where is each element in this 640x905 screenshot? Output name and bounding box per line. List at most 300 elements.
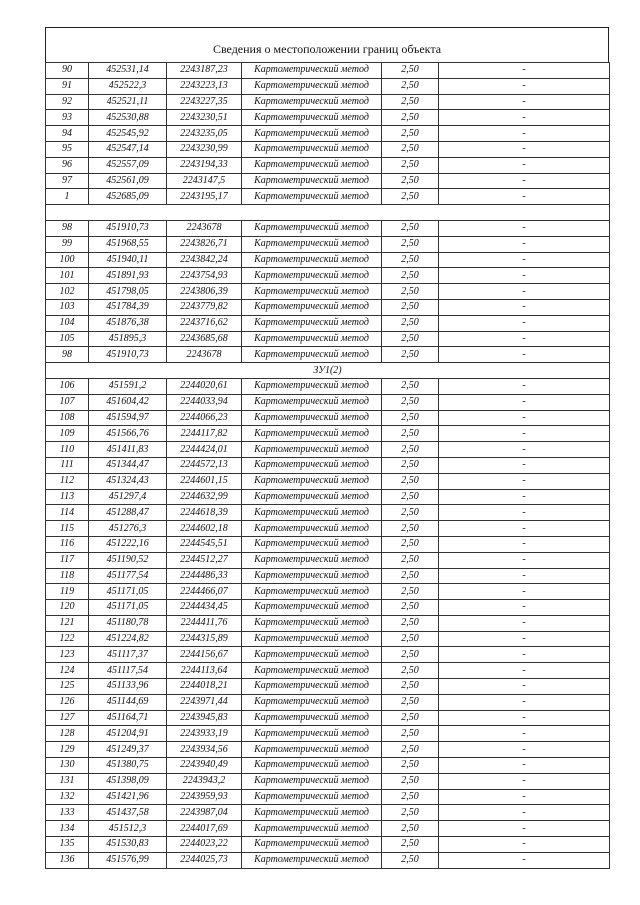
table-row [46,110,610,126]
method-cell: Картометрический метод [242,457,382,473]
y-coordinate-cell: 2243826,71 [167,236,242,252]
y-coordinate-cell: 2244023,22 [167,837,242,853]
description-cell: - [439,631,610,647]
y-coordinate-cell: 2244512,27 [167,552,242,568]
method-cell: Картометрический метод [242,852,382,868]
x-coordinate-cell: 451133,96 [89,679,167,695]
y-coordinate-cell: 2244434,45 [167,600,242,616]
y-coordinate-cell: 2244113,64 [167,663,242,679]
accuracy-cell: 2,50 [382,679,439,695]
accuracy-cell: 2,50 [382,299,439,315]
x-coordinate-cell: 451421,96 [89,789,167,805]
accuracy-cell: 2,50 [382,110,439,126]
description-cell: - [439,852,610,868]
method-cell: Картометрический метод [242,78,382,94]
method-cell: Картометрический метод [242,789,382,805]
table-row [46,647,610,663]
accuracy-cell: 2,50 [382,394,439,410]
table-row [46,78,610,94]
accuracy-cell: 2,50 [382,600,439,616]
method-cell: Картометрический метод [242,284,382,300]
accuracy-cell: 2,50 [382,521,439,537]
description-cell: - [439,78,610,94]
method-cell: Картометрический метод [242,331,382,347]
x-coordinate-cell: 451604,42 [89,394,167,410]
table-row [46,852,610,868]
method-cell: Картометрический метод [242,679,382,695]
table-row [46,521,610,537]
table-row [46,805,610,821]
accuracy-cell: 2,50 [382,758,439,774]
x-coordinate-cell: 451910,73 [89,220,167,236]
accuracy-cell: 2,50 [382,631,439,647]
y-coordinate-cell: 2243195,17 [167,189,242,205]
point-number-cell: 95 [46,141,89,157]
x-coordinate-cell: 452545,92 [89,126,167,142]
point-number-cell: 109 [46,426,89,442]
y-coordinate-cell: 2243147,5 [167,173,242,189]
point-number-cell: 101 [46,268,89,284]
point-number-cell: 130 [46,758,89,774]
accuracy-cell: 2,50 [382,94,439,110]
accuracy-cell: 2,50 [382,536,439,552]
accuracy-cell: 2,50 [382,268,439,284]
method-cell: Картометрический метод [242,505,382,521]
y-coordinate-cell: 2243971,44 [167,694,242,710]
description-cell: - [439,157,610,173]
method-cell: Картометрический метод [242,726,382,742]
accuracy-cell: 2,50 [382,63,439,79]
table-row [46,94,610,110]
table-row [46,694,610,710]
y-coordinate-cell: 2243685,68 [167,331,242,347]
point-number-cell: 125 [46,679,89,695]
y-coordinate-cell: 2244424,01 [167,442,242,458]
method-cell: Картометрический метод [242,521,382,537]
description-cell: - [439,189,610,205]
group-header-row [46,205,610,221]
accuracy-cell: 2,50 [382,252,439,268]
table-row [46,410,610,426]
method-cell: Картометрический метод [242,410,382,426]
accuracy-cell: 2,50 [382,378,439,394]
description-cell: - [439,268,610,284]
y-coordinate-cell: 2243230,51 [167,110,242,126]
description-cell: - [439,726,610,742]
method-cell: Картометрический метод [242,315,382,331]
x-coordinate-cell: 451910,73 [89,347,167,363]
table-row [46,600,610,616]
point-number-cell: 112 [46,473,89,489]
description-cell: - [439,220,610,236]
accuracy-cell: 2,50 [382,821,439,837]
point-number-cell: 96 [46,157,89,173]
method-cell: Картометрический метод [242,110,382,126]
method-cell: Картометрический метод [242,837,382,853]
x-coordinate-cell: 451222,16 [89,536,167,552]
table-row [46,789,610,805]
x-coordinate-cell: 451594,97 [89,410,167,426]
description-cell: - [439,473,610,489]
point-number-cell: 106 [46,378,89,394]
method-cell: Картометрический метод [242,536,382,552]
y-coordinate-cell: 2244545,51 [167,536,242,552]
method-cell: Картометрический метод [242,552,382,568]
method-cell: Картометрический метод [242,647,382,663]
description-cell: - [439,394,610,410]
x-coordinate-cell: 451117,54 [89,663,167,679]
y-coordinate-cell: 2243945,83 [167,710,242,726]
point-number-cell: 105 [46,331,89,347]
y-coordinate-cell: 2244602,18 [167,521,242,537]
method-cell: Картометрический метод [242,489,382,505]
table-row [46,615,610,631]
x-coordinate-cell: 451204,91 [89,726,167,742]
table-row [46,663,610,679]
method-cell: Картометрический метод [242,63,382,79]
method-cell: Картометрический метод [242,220,382,236]
accuracy-cell: 2,50 [382,410,439,426]
accuracy-cell: 2,50 [382,442,439,458]
y-coordinate-cell: 2243716,62 [167,315,242,331]
method-cell: Картометрический метод [242,742,382,758]
point-number-cell: 134 [46,821,89,837]
accuracy-cell: 2,50 [382,157,439,173]
x-coordinate-cell: 451164,71 [89,710,167,726]
description-cell: - [439,600,610,616]
x-coordinate-cell: 451784,39 [89,299,167,315]
method-cell: Картометрический метод [242,631,382,647]
method-cell: Картометрический метод [242,126,382,142]
table-row [46,710,610,726]
y-coordinate-cell: 2244572,13 [167,457,242,473]
point-number-cell: 120 [46,600,89,616]
method-cell: Картометрический метод [242,600,382,616]
description-cell: - [439,789,610,805]
y-coordinate-cell: 2243678 [167,220,242,236]
point-number-cell: 102 [46,284,89,300]
point-number-cell: 121 [46,615,89,631]
method-cell: Картометрический метод [242,94,382,110]
point-number-cell: 91 [46,78,89,94]
point-number-cell: 103 [46,299,89,315]
table-row [46,189,610,205]
description-cell: - [439,110,610,126]
y-coordinate-cell: 2243959,93 [167,789,242,805]
y-coordinate-cell: 2244632,99 [167,489,242,505]
accuracy-cell: 2,50 [382,347,439,363]
table-row [46,489,610,505]
description-cell: - [439,94,610,110]
method-cell: Картометрический метод [242,299,382,315]
accuracy-cell: 2,50 [382,789,439,805]
point-number-cell: 110 [46,442,89,458]
point-number-cell: 129 [46,742,89,758]
description-cell: - [439,63,610,79]
accuracy-cell: 2,50 [382,284,439,300]
accuracy-cell: 2,50 [382,126,439,142]
accuracy-cell: 2,50 [382,141,439,157]
y-coordinate-cell: 2244025,73 [167,852,242,868]
y-coordinate-cell: 2244466,07 [167,584,242,600]
method-cell: Картометрический метод [242,394,382,410]
table-row [46,268,610,284]
point-number-cell: 111 [46,457,89,473]
x-coordinate-cell: 451224,82 [89,631,167,647]
point-number-cell: 99 [46,236,89,252]
table-row [46,220,610,236]
method-cell: Картометрический метод [242,157,382,173]
point-number-cell: 1 [46,189,89,205]
x-coordinate-cell: 451117,37 [89,647,167,663]
description-cell: - [439,299,610,315]
method-cell: Картометрический метод [242,347,382,363]
x-coordinate-cell: 451437,58 [89,805,167,821]
x-coordinate-cell: 451344,47 [89,457,167,473]
accuracy-cell: 2,50 [382,220,439,236]
x-coordinate-cell: 451576,99 [89,852,167,868]
y-coordinate-cell: 2243235,05 [167,126,242,142]
method-cell: Картометрический метод [242,584,382,600]
group-header-row [46,363,610,379]
table-row [46,837,610,853]
description-cell: - [439,173,610,189]
description-cell: - [439,615,610,631]
table-row [46,631,610,647]
table-row [46,552,610,568]
method-cell: Картометрический метод [242,805,382,821]
x-coordinate-cell: 451895,3 [89,331,167,347]
y-coordinate-cell: 2244486,33 [167,568,242,584]
method-cell: Картометрический метод [242,378,382,394]
point-number-cell: 119 [46,584,89,600]
description-cell: - [439,410,610,426]
point-number-cell: 98 [46,220,89,236]
description-cell: - [439,126,610,142]
accuracy-cell: 2,50 [382,457,439,473]
y-coordinate-cell: 2244601,15 [167,473,242,489]
x-coordinate-cell: 451566,76 [89,426,167,442]
table-row [46,157,610,173]
table-row [46,126,610,142]
description-cell: - [439,694,610,710]
y-coordinate-cell: 2244066,23 [167,410,242,426]
x-coordinate-cell: 452522,3 [89,78,167,94]
table-title: Сведения о местоположении границ объекта [45,27,609,62]
description-cell: - [439,710,610,726]
accuracy-cell: 2,50 [382,505,439,521]
description-cell: - [439,489,610,505]
point-number-cell: 128 [46,726,89,742]
x-coordinate-cell: 451288,47 [89,505,167,521]
description-cell: - [439,742,610,758]
y-coordinate-cell: 2243940,49 [167,758,242,774]
description-cell: - [439,521,610,537]
method-cell: Картометрический метод [242,236,382,252]
accuracy-cell: 2,50 [382,189,439,205]
point-number-cell: 127 [46,710,89,726]
accuracy-cell: 2,50 [382,726,439,742]
point-number-cell: 100 [46,252,89,268]
description-cell: - [439,679,610,695]
accuracy-cell: 2,50 [382,552,439,568]
x-coordinate-cell: 451411,83 [89,442,167,458]
point-number-cell: 108 [46,410,89,426]
point-number-cell: 92 [46,94,89,110]
table-row [46,331,610,347]
point-number-cell: 116 [46,536,89,552]
x-coordinate-cell: 452521,11 [89,94,167,110]
table-row [46,315,610,331]
accuracy-cell: 2,50 [382,173,439,189]
accuracy-cell: 2,50 [382,694,439,710]
description-cell: - [439,315,610,331]
y-coordinate-cell: 2243223,13 [167,78,242,94]
point-number-cell: 126 [46,694,89,710]
description-cell: - [439,457,610,473]
accuracy-cell: 2,50 [382,805,439,821]
table-row [46,584,610,600]
y-coordinate-cell: 2243933,19 [167,726,242,742]
y-coordinate-cell: 2243934,56 [167,742,242,758]
description-cell: - [439,442,610,458]
group-label: ЗУ1(2) [46,363,610,379]
method-cell: Картометрический метод [242,442,382,458]
point-number-cell: 115 [46,521,89,537]
accuracy-cell: 2,50 [382,852,439,868]
x-coordinate-cell: 451177,54 [89,568,167,584]
point-number-cell: 113 [46,489,89,505]
accuracy-cell: 2,50 [382,647,439,663]
y-coordinate-cell: 2243842,24 [167,252,242,268]
x-coordinate-cell: 452531,14 [89,63,167,79]
table-row [46,679,610,695]
method-cell: Картометрический метод [242,710,382,726]
point-number-cell: 90 [46,63,89,79]
x-coordinate-cell: 452547,14 [89,141,167,157]
table-row [46,141,610,157]
description-cell: - [439,805,610,821]
x-coordinate-cell: 451380,75 [89,758,167,774]
description-cell: - [439,331,610,347]
point-number-cell: 104 [46,315,89,331]
y-coordinate-cell: 2243943,2 [167,773,242,789]
point-number-cell: 133 [46,805,89,821]
method-cell: Картометрический метод [242,773,382,789]
accuracy-cell: 2,50 [382,473,439,489]
y-coordinate-cell: 2243227,35 [167,94,242,110]
accuracy-cell: 2,50 [382,710,439,726]
method-cell: Картометрический метод [242,694,382,710]
accuracy-cell: 2,50 [382,315,439,331]
x-coordinate-cell: 451876,38 [89,315,167,331]
table-row [46,473,610,489]
accuracy-cell: 2,50 [382,236,439,252]
point-number-cell: 98 [46,347,89,363]
method-cell: Картометрический метод [242,615,382,631]
method-cell: Картометрический метод [242,426,382,442]
point-number-cell: 123 [46,647,89,663]
accuracy-cell: 2,50 [382,837,439,853]
description-cell: - [439,821,610,837]
table-row [46,236,610,252]
point-number-cell: 131 [46,773,89,789]
point-number-cell: 132 [46,789,89,805]
description-cell: - [439,568,610,584]
y-coordinate-cell: 2243230,99 [167,141,242,157]
x-coordinate-cell: 451940,11 [89,252,167,268]
x-coordinate-cell: 451180,78 [89,615,167,631]
x-coordinate-cell: 452557,09 [89,157,167,173]
x-coordinate-cell: 451249,37 [89,742,167,758]
description-cell: - [439,426,610,442]
y-coordinate-cell: 2243678 [167,347,242,363]
y-coordinate-cell: 2243187,23 [167,63,242,79]
method-cell: Картометрический метод [242,568,382,584]
accuracy-cell: 2,50 [382,742,439,758]
point-number-cell: 107 [46,394,89,410]
boundary-table [45,62,610,869]
point-number-cell: 97 [46,173,89,189]
x-coordinate-cell: 451144,69 [89,694,167,710]
y-coordinate-cell: 2244018,21 [167,679,242,695]
table-row [46,742,610,758]
document-sheet [45,27,609,869]
description-cell: - [439,505,610,521]
table-row [46,536,610,552]
table-row [46,821,610,837]
method-cell: Картометрический метод [242,473,382,489]
description-cell: - [439,347,610,363]
method-cell: Картометрический метод [242,663,382,679]
boundary-table-body [46,63,610,869]
point-number-cell: 93 [46,110,89,126]
x-coordinate-cell: 452685,09 [89,189,167,205]
table-row [46,284,610,300]
table-row [46,442,610,458]
accuracy-cell: 2,50 [382,78,439,94]
point-number-cell: 114 [46,505,89,521]
table-row [46,173,610,189]
description-cell: - [439,284,610,300]
method-cell: Картометрический метод [242,821,382,837]
description-cell: - [439,536,610,552]
point-number-cell: 136 [46,852,89,868]
table-row [46,347,610,363]
accuracy-cell: 2,50 [382,663,439,679]
y-coordinate-cell: 2243779,82 [167,299,242,315]
description-cell: - [439,773,610,789]
x-coordinate-cell: 452530,88 [89,110,167,126]
description-cell: - [439,584,610,600]
x-coordinate-cell: 451276,3 [89,521,167,537]
table-row [46,252,610,268]
y-coordinate-cell: 2243987,04 [167,805,242,821]
description-cell: - [439,378,610,394]
y-coordinate-cell: 2244315,89 [167,631,242,647]
point-number-cell: 117 [46,552,89,568]
table-row [46,63,610,79]
y-coordinate-cell: 2243194,33 [167,157,242,173]
accuracy-cell: 2,50 [382,331,439,347]
accuracy-cell: 2,50 [382,426,439,442]
x-coordinate-cell: 452561,09 [89,173,167,189]
accuracy-cell: 2,50 [382,615,439,631]
y-coordinate-cell: 2244411,76 [167,615,242,631]
y-coordinate-cell: 2243806,39 [167,284,242,300]
x-coordinate-cell: 451324,43 [89,473,167,489]
description-cell: - [439,252,610,268]
